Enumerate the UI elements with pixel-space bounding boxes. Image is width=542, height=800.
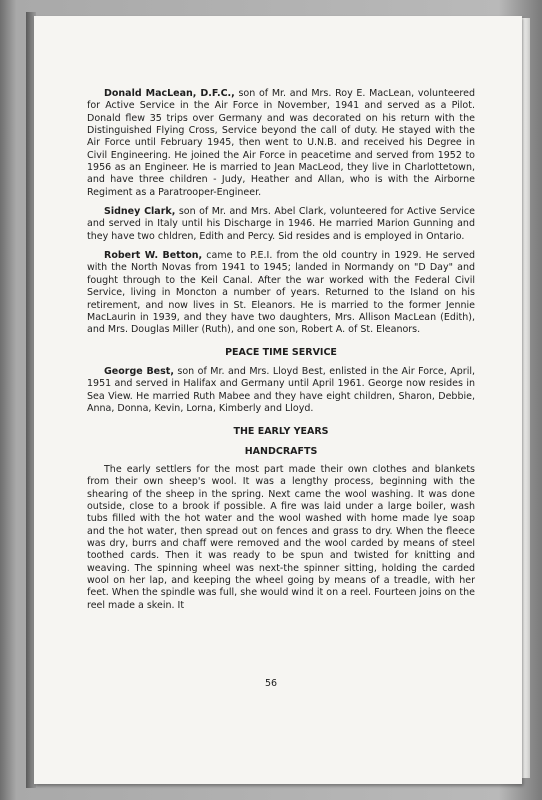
- person-name: Donald MacLean, D.F.C.,: [104, 88, 235, 99]
- section-heading-peace-time-service: PEACE TIME SERVICE: [225, 346, 337, 358]
- paragraph-text: son of Mr. and Mrs. Roy E. MacLean, volunteered for Active Service in the Air Force in November, 1941 and served as a Pilot. Donald flew 35 trips over Germany and was decorated on his return with the Distinguished Flying Cross, Service beyond the call of duty. He stayed with the Air Force until February 1945, then went to U.N.B. and received his Degree in Civil Engineering. He joined the Air Force in peacetime and served from 1952 to 1956 as an Engineer. He is married to Jean MacLeod, they live in Charlottetown, and have three children - Judy, Heather and Allan, who is with the Airborne Regiment as a Paratrooper-Engineer.: [87, 88, 475, 198]
- paragraph-robert-betton: [87, 250, 475, 336]
- paragraph-text: son of Mr. and Mrs. Abel Clark, volunteered for Active Service and served in Italy until his Discharge in 1946. He married Marion Gunning and they have two chldren, Edith and Percy. Sid resides and is employed in Ontario.: [87, 206, 476, 242]
- paragraph-donald-maclean: [87, 88, 475, 199]
- page-number: 56: [264, 678, 278, 689]
- person-name: George Best,: [104, 365, 174, 377]
- paragraph-handcrafts: The early settlers for the most part made their own clothes and blankets from their own sheep's wool. It was a lengthy process, beginning with the shearing of the sheep in the spring. Next came the wool washing. It was done outside, close to a brook if possible. A fire was laid under a large boiler, wash tubs filled with the hot water and the wool washed with home made lye soap and the hot water, then spread out on fences and grass to dry. When the fleece was dry, burrs and chaff were removed and the wool carded by means of steel toothed cards. Then it was ready to be spun and twisted for knitting and weaving. The spinning wheel was next-the spinner sitting, holding the carded wool on her lap, and keeping the wheel going by means of a treadle, with her feet. When the spindle was full, she would wind it on a reel. Fourteen joins on the reel made a skein. It: [87, 463, 475, 611]
- paragraph-text: son of Mr. and Mrs. Lloyd Best, enlisted in the Air Force, April, 1951 and served in Halifax and Germany until April 1961. George now resides in Sea View. He married Ruth Mabee and they have eight children, Sharon, Debbie, Anna, Donna, Kevin, Lorna, Kimberly and Lloyd.: [87, 365, 475, 414]
- paragraph-sidney-clark: [87, 206, 475, 243]
- page-content: [87, 88, 475, 619]
- paragraph-george-best: [87, 366, 475, 415]
- person-name: Robert W. Betton,: [104, 250, 203, 262]
- section-heading-the-early-years: THE EARLY YEARS: [233, 426, 329, 438]
- paragraph-text: came to P.E.I. from the old country in 1929. He served with the North Novas from 1941 to 1945; landed in Normandy on "D Day" and fought through to the Keil Canal. After the war worked with the Federal Civil Service, living in Moncton a number of years. Returned to the Island on his retirement, and now lives in St. Eleanors. He is married to the former Jennie MacLaurin in 1939, and they have two daughters, Mrs. Allison MacLean (Edith), and Mrs. Douglas Miller (Ruth), and one son, Robert A. of St. Eleanors.: [87, 250, 475, 336]
- person-name: Sidney Clark,: [104, 206, 176, 218]
- section-heading-handcrafts: HANDCRAFTS: [244, 445, 318, 457]
